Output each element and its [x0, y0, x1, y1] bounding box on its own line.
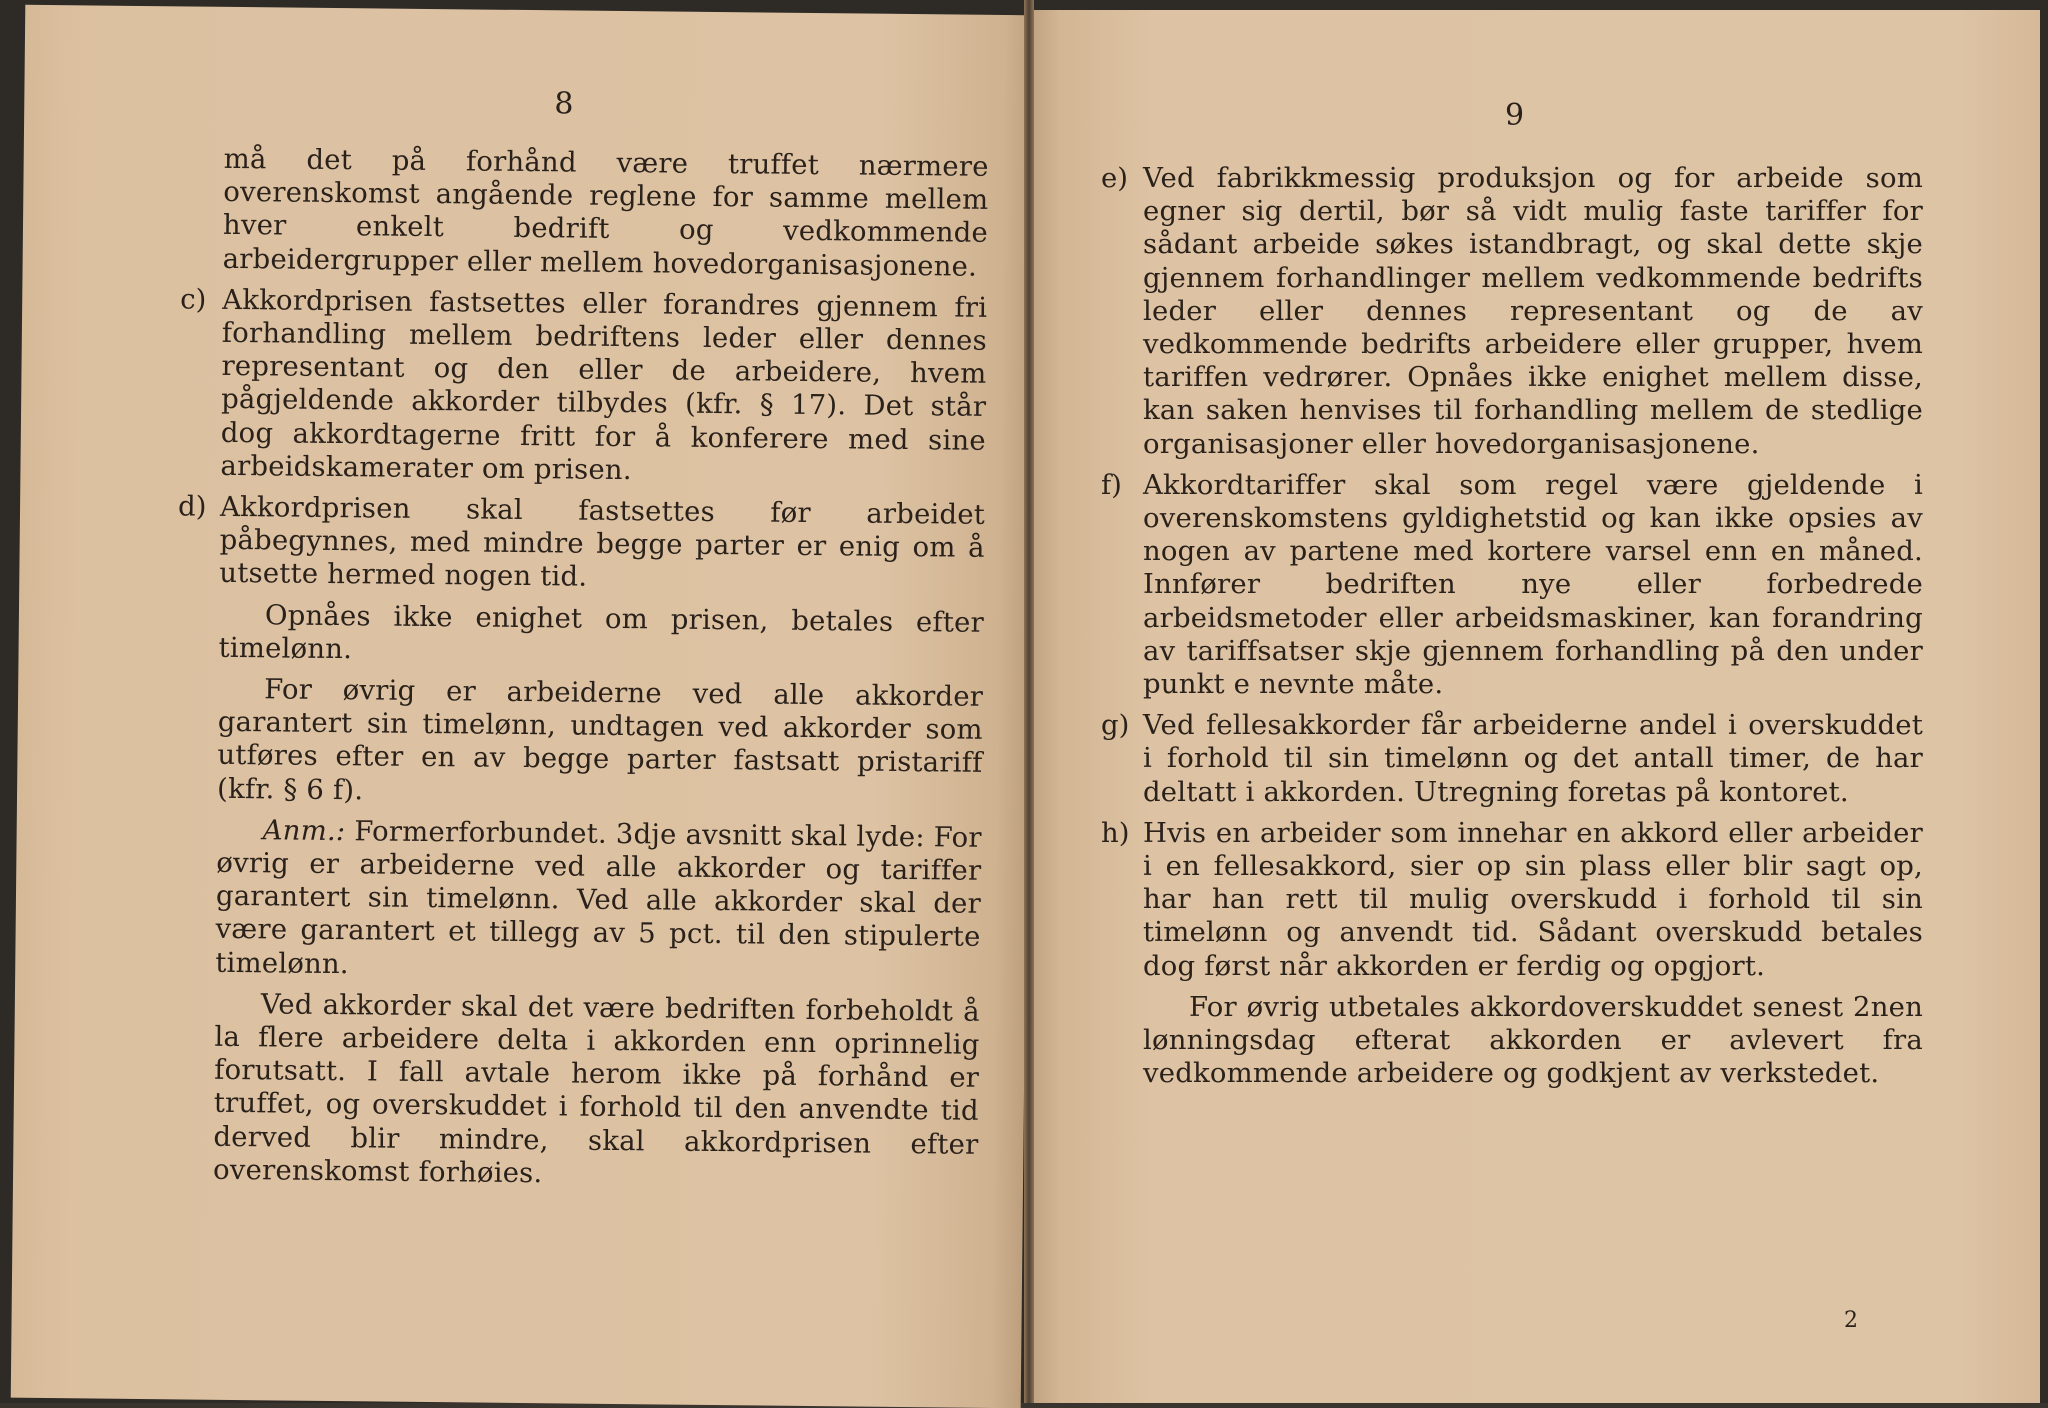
signature-number: 2	[1844, 1308, 1858, 1333]
paragraph	[1143, 817, 1923, 983]
paragraph-text	[215, 814, 982, 988]
page-number: 8	[554, 86, 573, 121]
paragraph	[217, 673, 983, 814]
paragraph	[1143, 991, 1923, 1091]
paragraph	[213, 988, 980, 1195]
paragraph	[218, 598, 984, 672]
paragraph-text: For øvrig utbetales akkordoverskuddet senest 2nen lønningsdag efterat akkorden er avlevert fra vedkommende arbeidere og godkjent av verkstedet.	[1143, 991, 1923, 1091]
paragraph-text: Ved akkorder skal det være bedriften forbeholdt å la flere arbeidere delta i akkorden enn oprinnelig forutsatt. I fall avtale herom ikke på forhånd er truffet, og overskuddet i forhold til den anvendte tid derved blir mindre, skal akkordprisen efter overenskomst forhøies.	[213, 988, 980, 1195]
item-marker: f)	[1101, 469, 1143, 502]
paragraph-text: Akkordprisen skal fastsettes før arbeidet påbegynnes, med mindre begge parter er enig om å utsette hermed nogen tid.	[219, 491, 985, 599]
item-marker: c)	[180, 283, 222, 317]
paragraph-text: må det på forhånd være truffet nærmere overenskomst angående reglene for samme mellem hver enkelt bedrift og vedkommende arbeidergrupper eller mellem hovedorganisasjonene.	[222, 143, 988, 284]
left-page	[11, 5, 1036, 1408]
item-marker: g)	[1101, 709, 1143, 742]
annotation-text: Formerforbundet. 3dje avsnitt skal lyde: For øvrig er arbeiderne ved alle akkorder og tariffer garantert sin timelønn. Ved alle akkorder skal der være garantert et tillegg av 5 pct. til den stipulerte timelønn.	[215, 815, 982, 980]
paragraph-text: Ved fabrikkmessig produksjon og for arbeide som egner sig dertil, bør så vidt mulig faste tariffer for sådant arbeide søkes istandbragt, og skal dette skje gjennem forhandlinger mellem vedkommende bedrifts leder eller dennes representant og de av vedkommende bedrifts arbeidere eller grupper, hvem tariffen vedrører. Opnåes ikke enighet mellem disse, kan saken henvises til forhandling mellem de stedlige organisasjoner eller hovedorganisasjonene.	[1143, 162, 1923, 461]
paragraph	[219, 491, 985, 599]
item-marker: d)	[178, 490, 220, 524]
paragraph	[1143, 709, 1923, 809]
annotation-label: Anm.:	[263, 814, 346, 847]
paragraph-text: Akkordtariffer skal som regel være gjeldende i overenskomstens gyldighetstid og kan ikke opsies av nogen av partene med kortere varsel enn en måned. Innfører bedriften nye eller forbedrede arbeidsmetoder eller arbeidsmaskiner, kan forandring av tariffsatser skje gjennem forhandling på den under punkt e nevnte måte.	[1143, 469, 1923, 701]
item-marker: e)	[1101, 162, 1143, 195]
page-text	[213, 143, 989, 1203]
paragraph	[1143, 162, 1923, 461]
right-page	[1030, 10, 2040, 1403]
paragraph	[220, 284, 987, 491]
page-number: 9	[1505, 98, 1524, 133]
paragraph-text: Ved fellesakkorder får arbeiderne andel i overskuddet i forhold til sin timelønn og det antall timer, de har deltatt i akkorden. Utregning foretas på kontoret.	[1143, 709, 1923, 809]
annotation-paragraph	[215, 814, 982, 988]
book-gutter	[1024, 0, 1034, 1403]
page-text	[1143, 162, 1923, 1098]
paragraph-text: For øvrig er arbeiderne ved alle akkorder garantert sin timelønn, undtagen ved akkorder som utføres efter en av begge parter fastsatt pristariff (kfr. § 6 f).	[217, 673, 983, 814]
paragraph-text: Opnåes ikke enighet om prisen, betales efter timelønn.	[218, 598, 984, 672]
paragraph-text: Hvis en arbeider som innehar en akkord eller arbeider i en fellesakkord, sier op sin plass eller blir sagt op, har han rett til mulig overskudd i forhold til sin timelønn og anvendt tid. Sådant overskudd betales dog først når akkorden er ferdig og opgjort.	[1143, 817, 1923, 983]
paragraph	[1143, 469, 1923, 701]
paragraph-text: Akkordprisen fastsettes eller forandres gjennem fri forhandling mellem bedriftens leder eller dennes representant og den eller de arbeidere, hvem pågjeldende akkorder tilbydes (kfr. § 17). Det står dog akkordtagerne fritt for å konferere med sine arbeidskamerater om prisen.	[220, 284, 987, 491]
item-marker: h)	[1101, 817, 1143, 850]
paragraph	[222, 143, 988, 284]
